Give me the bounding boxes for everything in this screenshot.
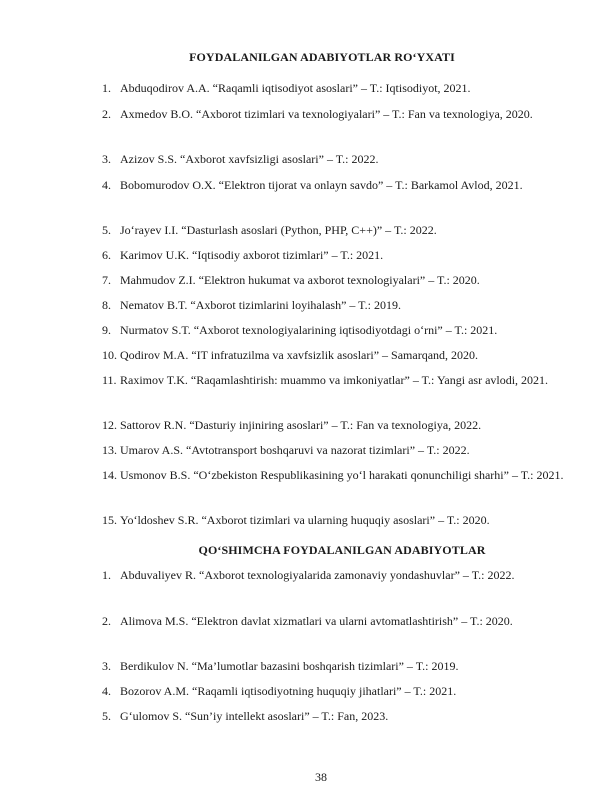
list-item	[102, 175, 572, 197]
item-text: Bozorov A.M. “Raqamli iqtisodiyotning huquqiy jihatlari” – T.: 2021.	[120, 684, 457, 698]
extra-references-heading: QO‘SHIMCHA FOYDALANILGAN ADABIYOTLAR	[198, 543, 486, 557]
item-number: 3.	[102, 152, 111, 166]
list-item	[102, 345, 572, 367]
item-number: 15.	[102, 513, 117, 527]
page-number: 38	[315, 770, 327, 784]
item-text: Nurmatov S.T. “Axborot texnologiyalarining iqtisodiyotdagi o‘rni” – T.: 2021.	[120, 323, 498, 337]
list-item	[102, 611, 572, 633]
list-item	[102, 149, 572, 171]
item-number: 9.	[102, 323, 111, 337]
item-text: Karimov U.K. “Iqtisodiy axborot tizimlari” – T.: 2021.	[120, 248, 384, 262]
item-number: 1.	[102, 568, 111, 582]
list-item	[102, 245, 572, 267]
main-references-heading: FOYDALANILGAN ADABIYOTLAR RO‘YXATI	[189, 50, 455, 64]
list-item	[102, 370, 572, 392]
list-item	[102, 220, 572, 242]
list-item	[102, 270, 572, 292]
item-text: Sattorov R.N. “Dasturiy injiniring asoslari” – T.: Fan va texnologiya, 2022.	[120, 418, 482, 432]
item-number: 4.	[102, 178, 111, 192]
item-text: Qodirov M.A. “IT infratuzilma va xavfsizlik asoslari” – Samarqand, 2020.	[120, 348, 479, 362]
item-number: 14.	[102, 468, 117, 482]
item-text: Abduvaliyev R. “Axborot texnologiyalarida zamonaviy yondashuvlar” – T.: 2022.	[120, 568, 515, 582]
item-text: Raximov T.K. “Raqamlashtirish: muammo va imkoniyatlar” – T.: Yangi asr avlodi, 2021.	[120, 373, 549, 387]
item-number: 7.	[102, 273, 111, 287]
list-item	[102, 104, 572, 126]
item-text: Azizov S.S. “Axborot xavfsizligi asoslari” – T.: 2022.	[120, 152, 379, 166]
list-item	[102, 465, 572, 487]
item-number: 6.	[102, 248, 111, 262]
list-item	[102, 656, 572, 678]
list-item	[102, 565, 572, 587]
list-item	[102, 706, 572, 728]
item-number: 13.	[102, 443, 117, 457]
item-text: Jo‘rayev I.I. “Dasturlash asoslari (Python, PHP, C++)” – T.: 2022.	[120, 223, 437, 237]
list-item	[102, 510, 572, 532]
item-text: Umarov A.S. “Avtotransport boshqaruvi va nazorat tizimlari” – T.: 2022.	[120, 443, 470, 457]
item-text: Usmonov B.S. “O‘zbekiston Respublikasining yo‘l harakati qonunchiligi sharhi” – T.: 2021.	[120, 468, 564, 482]
list-item	[102, 78, 572, 100]
item-number: 12.	[102, 418, 117, 432]
item-number: 5.	[102, 709, 111, 723]
item-text: Berdikulov N. “Ma’lumotlar bazasini boshqarish tizimlari” – T.: 2019.	[120, 659, 459, 673]
item-text: Nematov B.T. “Axborot tizimlarini loyihalash” – T.: 2019.	[120, 298, 401, 312]
item-text: Abduqodirov A.A. “Raqamli iqtisodiyot asoslari” – T.: Iqtisodiyot, 2021.	[120, 81, 471, 95]
list-item	[102, 440, 572, 462]
item-number: 2.	[102, 107, 111, 121]
list-item	[102, 320, 572, 342]
item-number: 11.	[102, 373, 117, 387]
item-number: 2.	[102, 614, 111, 628]
item-number: 5.	[102, 223, 111, 237]
item-text: Bobomurodov O.X. “Elektron tijorat va onlayn savdo” – T.: Barkamol Avlod, 2021.	[120, 178, 523, 192]
item-number: 10.	[102, 348, 117, 362]
item-number: 3.	[102, 659, 111, 673]
item-number: 8.	[102, 298, 111, 312]
list-item	[102, 295, 572, 317]
item-number: 4.	[102, 684, 111, 698]
item-number: 1.	[102, 81, 111, 95]
item-text: Mahmudov Z.I. “Elektron hukumat va axborot texnologiyalari” – T.: 2020.	[120, 273, 480, 287]
item-text: Axmedov B.O. “Axborot tizimlari va texnologiyalari” – T.: Fan va texnologiya, 2020.	[120, 107, 533, 121]
list-item	[102, 415, 572, 437]
item-text: Alimova M.S. “Elektron davlat xizmatlari va ularni avtomatlashtirish” – T.: 2020.	[120, 614, 513, 628]
item-text: Yo‘ldoshev S.R. “Axborot tizimlari va ularning huquqiy asoslari” – T.: 2020.	[120, 513, 490, 527]
item-text: G‘ulomov S. “Sun’iy intellekt asoslari” – T.: Fan, 2023.	[120, 709, 389, 723]
list-item	[102, 681, 572, 703]
